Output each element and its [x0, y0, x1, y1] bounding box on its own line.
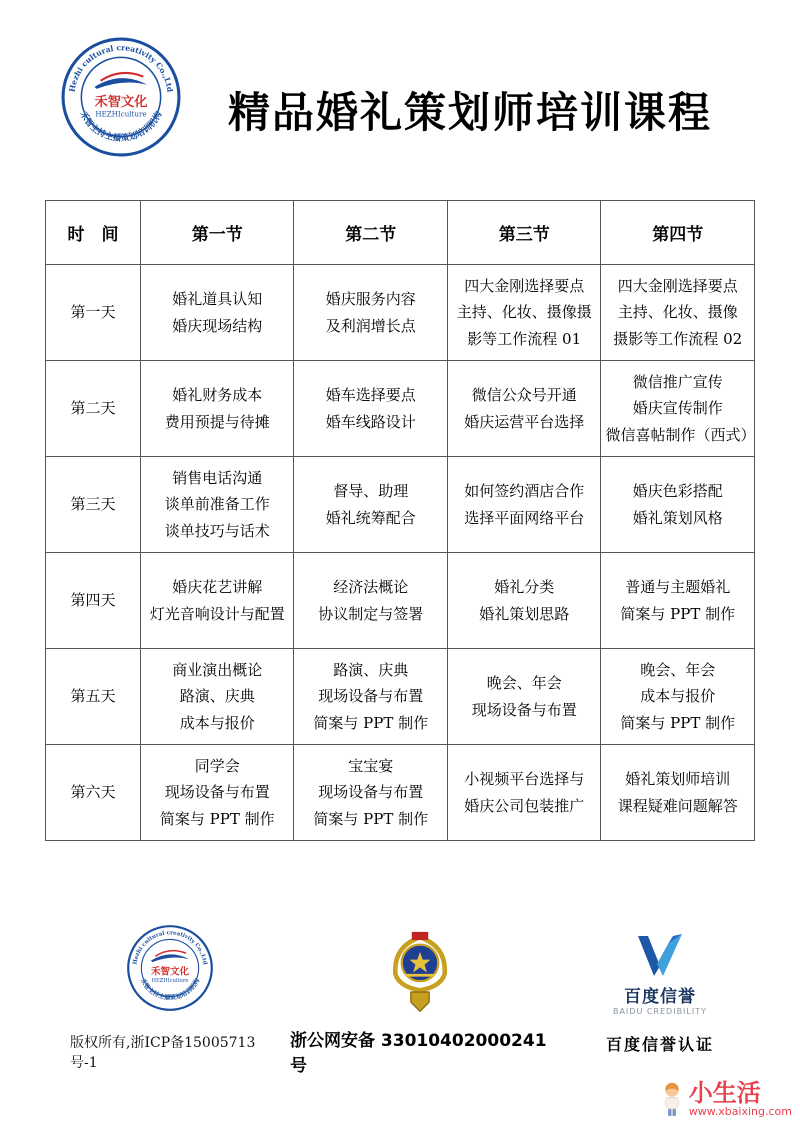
- course-line: 婚礼策划师培训: [625, 770, 731, 789]
- course-line: 小视频平台选择与: [464, 770, 585, 789]
- course-cell: [294, 361, 447, 457]
- course-line: 成本与报价: [179, 713, 255, 732]
- course-cell: [294, 457, 447, 553]
- baidu-credibility-name: 百度信誉: [624, 987, 696, 1007]
- course-cell: [141, 361, 294, 457]
- table-row: [46, 745, 755, 841]
- course-line: 普通与主题婚礼: [625, 578, 731, 597]
- table-row: [46, 553, 755, 649]
- header-session-4: 第四节: [601, 201, 755, 265]
- table-row: [46, 457, 755, 553]
- course-cell: [447, 649, 600, 745]
- logo-name-cn: 禾智文化: [150, 966, 190, 978]
- course-cell: [601, 649, 755, 745]
- header-time: 时 间: [46, 201, 141, 265]
- day-label: 第三天: [46, 457, 141, 553]
- course-cell: [294, 745, 447, 841]
- course-line: 微信喜帖制作（西式）: [605, 425, 756, 444]
- footer-baidu-block: [585, 932, 735, 1055]
- course-line: 主持、化妆、摄像摄: [456, 303, 592, 322]
- table-row: [46, 361, 755, 457]
- logo-arc-bottom-text: 禾智主持主播策划培训机构: [77, 110, 165, 144]
- course-line: 协议制定与签署: [318, 604, 424, 623]
- course-cell: [447, 745, 600, 841]
- course-line: 婚庆运营平台选择: [464, 412, 585, 431]
- course-line: 宝宝宴: [348, 757, 394, 776]
- course-line: 销售电话沟通: [172, 469, 263, 488]
- course-cell: [141, 553, 294, 649]
- watermark-character-icon: [660, 1081, 684, 1117]
- course-line: 灯光音响设计与配置: [149, 604, 285, 623]
- header-session-3: 第三节: [447, 201, 600, 265]
- course-line: 商业演出概论: [172, 661, 263, 680]
- hezhi-logo: [60, 36, 182, 158]
- course-line: 四大金刚选择要点: [617, 277, 738, 296]
- page-title: 精品婚礼策划师培训课程: [227, 88, 712, 137]
- course-line: 选择平面网络平台: [464, 508, 585, 527]
- course-cell: [141, 745, 294, 841]
- hezhi-logo-footer-icon: [126, 924, 214, 1012]
- course-line: 现场设备与布置: [164, 783, 270, 802]
- course-line: 经济法概论: [333, 578, 409, 597]
- course-line: 婚庆公司包装推广: [464, 796, 585, 815]
- logo-name-en: HEZHIculture: [95, 109, 147, 119]
- course-line: 婚庆花艺讲解: [172, 578, 263, 597]
- course-line: 婚礼策划风格: [632, 508, 723, 527]
- course-cell: [447, 553, 600, 649]
- footer-copyright-block: [70, 924, 270, 1072]
- logo-name-en: HEZHIculture: [151, 977, 189, 984]
- course-cell: [141, 649, 294, 745]
- course-line: 路演、庆典: [333, 661, 409, 680]
- course-line: 简案与 PPT 制作: [620, 713, 736, 732]
- watermark-site-url: www.xbaixing.com: [688, 1104, 792, 1118]
- course-cell: [601, 361, 755, 457]
- watermark-site-name: 小生活: [688, 1078, 761, 1107]
- course-line: 简案与 PPT 制作: [313, 713, 429, 732]
- icp-copyright-text: 版权所有,浙ICP备15005713号-1: [70, 1035, 256, 1071]
- course-line: 摄影等工作流程 02: [613, 329, 743, 348]
- course-line: 婚车线路设计: [325, 412, 416, 431]
- logo-arc-bottom-text: 禾智主持主播策划培训机构: [138, 977, 202, 1002]
- table-row: [46, 265, 755, 361]
- course-cell: [447, 265, 600, 361]
- header-session-1: 第一节: [141, 201, 294, 265]
- day-label: 第一天: [46, 265, 141, 361]
- course-cell: [601, 553, 755, 649]
- course-line: 如何签约酒店合作: [464, 482, 585, 501]
- course-line: 督导、助理: [333, 482, 409, 501]
- course-line: 晚会、年会: [486, 674, 562, 693]
- course-cell: [294, 649, 447, 745]
- logo-arc-top-text: Hezhi cultural creativity Co.,Ltd: [132, 930, 208, 966]
- course-line: 谈单前准备工作: [164, 495, 270, 514]
- course-cell: [294, 553, 447, 649]
- course-cell: [141, 265, 294, 361]
- course-line: 同学会: [194, 757, 240, 776]
- course-cell: [141, 457, 294, 553]
- course-table-head: [46, 201, 755, 265]
- header-session-2: 第二节: [294, 201, 447, 265]
- police-badge-icon: [388, 930, 452, 1014]
- course-line: 主持、化妆、摄像: [617, 303, 738, 322]
- course-line: 成本与报价: [640, 687, 716, 706]
- day-label: 第六天: [46, 745, 141, 841]
- police-registration-text: 浙公网安备 33010402000241号: [290, 1031, 547, 1076]
- course-cell: [447, 361, 600, 457]
- course-line: 婚车选择要点: [325, 386, 416, 405]
- course-line: 婚礼道具认知: [172, 290, 263, 309]
- hezhi-logo-footer: [126, 924, 214, 1012]
- course-table-wrap: [45, 200, 755, 841]
- course-line: 婚礼分类: [494, 578, 555, 597]
- site-watermark: [660, 1080, 792, 1118]
- header-row: [46, 201, 755, 265]
- baidu-credibility-en: BAIDU CREDIBILITY: [612, 1007, 708, 1016]
- course-table-body: [46, 265, 755, 841]
- hezhi-logo-icon: [60, 36, 182, 158]
- course-line: 婚庆色彩搭配: [632, 482, 723, 501]
- logo-arc-top-text: Hezhi cultural creativity Co.,Ltd: [67, 43, 175, 93]
- course-line: 婚礼财务成本: [172, 386, 263, 405]
- course-line: 谈单技巧与话术: [164, 521, 270, 540]
- course-line: 婚庆宣传制作: [632, 399, 723, 418]
- course-line: 四大金刚选择要点: [464, 277, 585, 296]
- course-line: 微信推广宣传: [632, 373, 723, 392]
- table-row: [46, 649, 755, 745]
- day-label: 第四天: [46, 553, 141, 649]
- day-label: 第二天: [46, 361, 141, 457]
- course-line: 婚庆现场结构: [172, 316, 263, 335]
- watermark-texts: [689, 1080, 792, 1118]
- course-cell: [601, 265, 755, 361]
- course-line: 简案与 PPT 制作: [159, 809, 275, 828]
- course-table: [45, 200, 755, 841]
- day-label: 第五天: [46, 649, 141, 745]
- footer-police-block: [290, 930, 550, 1076]
- course-cell: [601, 457, 755, 553]
- course-line: 婚礼统筹配合: [325, 508, 416, 527]
- baidu-credibility-icon: [635, 932, 685, 978]
- course-line: 及利润增长点: [325, 316, 416, 335]
- course-line: 现场设备与布置: [318, 687, 424, 706]
- course-cell: [601, 745, 755, 841]
- course-line: 婚礼策划思路: [479, 604, 570, 623]
- course-line: 晚会、年会: [640, 661, 716, 680]
- logo-name-cn: 禾智文化: [94, 95, 148, 111]
- course-line: 婚庆服务内容: [325, 290, 416, 309]
- course-line: 微信公众号开通: [471, 386, 577, 405]
- course-cell: [294, 265, 447, 361]
- course-line: 简案与 PPT 制作: [313, 809, 429, 828]
- course-line: 现场设备与布置: [471, 700, 577, 719]
- course-line: 现场设备与布置: [318, 783, 424, 802]
- course-cell: [447, 457, 600, 553]
- course-line: 影等工作流程 01: [467, 329, 582, 348]
- course-line: 费用预提与待摊: [164, 412, 270, 431]
- course-line: 课程疑难问题解答: [617, 796, 738, 815]
- course-line: 路演、庆典: [179, 687, 255, 706]
- course-line: 简案与 PPT 制作: [620, 604, 736, 623]
- baidu-cert-text: 百度信誉认证: [605, 1035, 714, 1054]
